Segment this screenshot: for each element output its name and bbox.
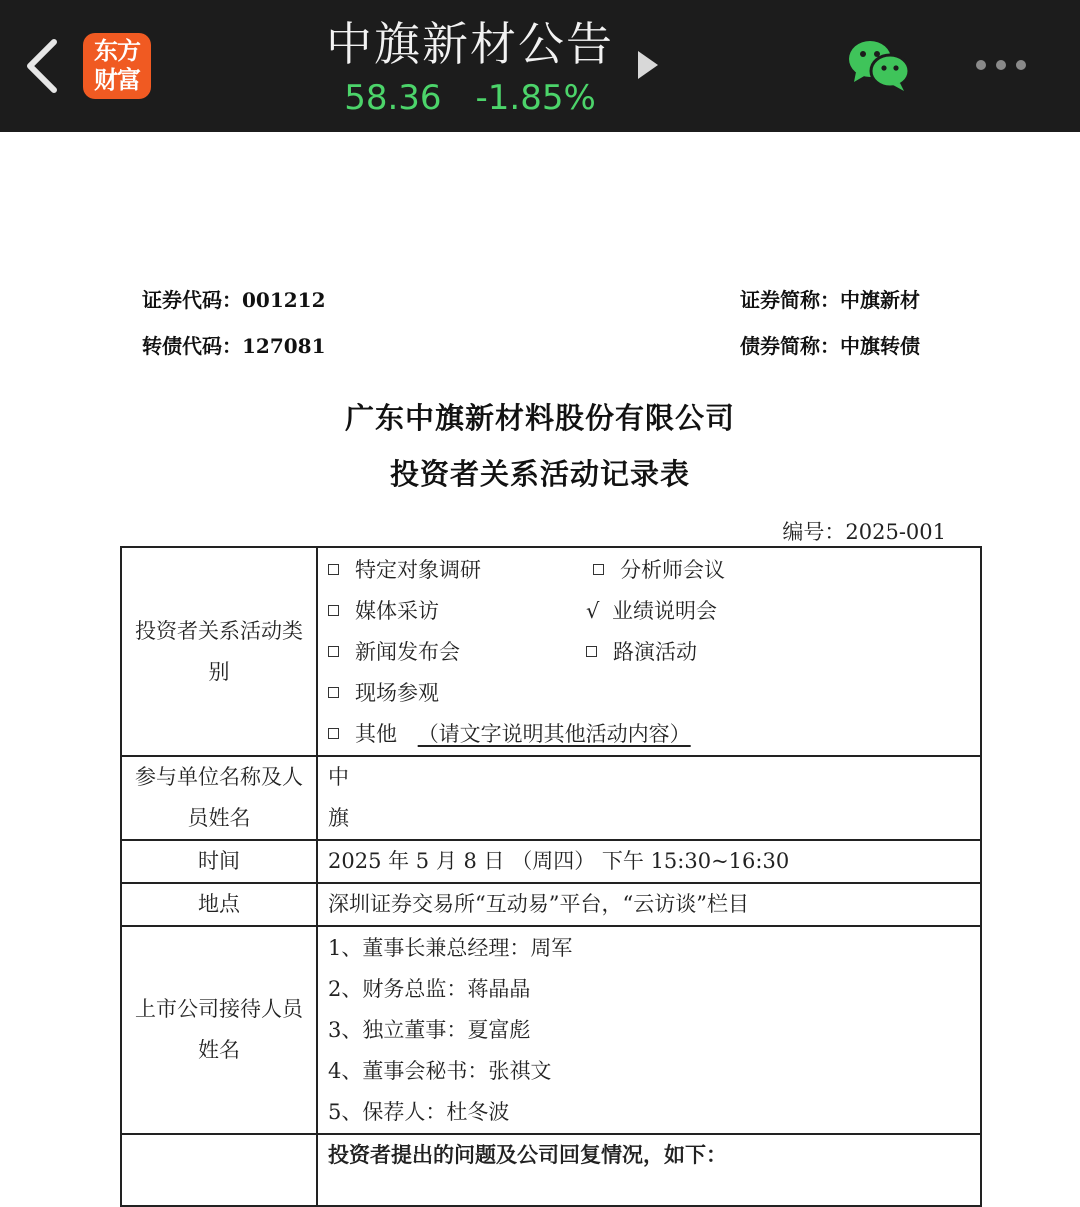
location-value [317,883,981,926]
location-text: 深圳证券交易所“互动易”平台，“云访谈”栏目 [328,892,749,916]
time-label: 时间 [121,840,317,883]
checkbox-unchecked-icon [328,564,339,575]
security-code: 证券代码：001212 [142,288,326,312]
reception-list [317,926,981,1134]
option-media-interview: 媒体采访 [355,599,439,623]
table-row [121,840,981,883]
time-text: 2025 年 5 月 8 日 （周四） 下午 15:30~16:30 [328,849,790,873]
option-cell [586,591,717,632]
wechat-share-button[interactable] [846,38,912,92]
stock-price: 58.36 [344,78,442,118]
security-abbr: 证券简称：中旗新材 [740,288,920,312]
option-analyst-meeting: 分析师会议 [620,558,725,582]
more-options-button[interactable] [970,52,1032,78]
table-row [121,883,981,926]
option-other-note: （请文字说明其他活动内容） [417,722,691,746]
option-site-visit: 现场参观 [355,681,439,705]
time-value [317,840,981,883]
option-other: 其他 [355,722,397,746]
table-row [121,926,981,1134]
option-row [328,714,970,755]
participants-line: 旗 [328,806,349,830]
checkbox-unchecked-icon [328,605,339,616]
option-row [328,591,970,632]
table-row [121,1134,981,1206]
qa-label [121,1134,317,1206]
announcement-document [0,132,1080,1183]
participants-label: 参与单位名称及人员姓名 [121,756,317,840]
record-number: 编号：2025-001 [782,520,946,544]
reception-label: 上市公司接待人员姓名 [121,926,317,1134]
investor-relations-table [120,546,982,1207]
option-row [328,632,970,673]
reception-item: 3、独立董事：夏富彪 [328,1017,531,1042]
stock-quote [0,78,940,118]
qa-heading: 投资者提出的问题及公司回复情况，如下： [328,1143,727,1167]
company-name-title: 广东中旗新材料股份有限公司 [344,401,735,435]
qa-content [317,1134,981,1206]
reception-item: 4、董事会秘书：张祺文 [328,1058,552,1083]
more-dots-icon [970,52,1032,78]
expand-arrow-icon [636,49,660,81]
option-earnings-call: 业绩说明会 [612,599,717,623]
reception-item: 1、董事长兼总经理：周军 [328,935,573,960]
category-options [317,547,981,756]
category-label: 投资者关系活动类别 [121,547,317,756]
reception-item: 5、保荐人：杜冬波 [328,1099,510,1124]
stock-change: -1.85% [475,78,596,118]
option-row [328,673,970,714]
logo-line-1: 东方 [94,37,140,65]
record-table-title: 投资者关系活动记录表 [389,457,690,491]
checkbox-unchecked-icon [586,646,597,657]
bond-code: 转债代码：127081 [142,334,326,358]
wechat-icon [846,38,912,92]
option-specific-research: 特定对象调研 [355,558,481,582]
option-roadshow: 路演活动 [613,640,697,664]
option-cell [593,550,725,591]
table-row [121,547,981,756]
reception-item: 2、财务总监：蒋晶晶 [328,976,531,1001]
checkmark-icon: √ [586,599,600,623]
app-top-bar [0,0,1080,132]
option-cell [586,632,697,673]
participants-value [317,756,981,840]
option-row [328,550,970,591]
participants-line: 中 [328,765,349,789]
table-row [121,756,981,840]
checkbox-unchecked-icon [593,564,604,575]
bond-abbr: 债券简称：中旗转债 [740,334,920,358]
location-label: 地点 [121,883,317,926]
checkbox-unchecked-icon [328,646,339,657]
logo-line-2: 财富 [94,66,140,94]
checkbox-unchecked-icon [328,687,339,698]
option-press-conference: 新闻发布会 [355,640,460,664]
quote-expand-button[interactable] [636,49,660,81]
page-title: 中旗新材公告 [326,17,614,71]
checkbox-unchecked-icon [328,728,339,739]
